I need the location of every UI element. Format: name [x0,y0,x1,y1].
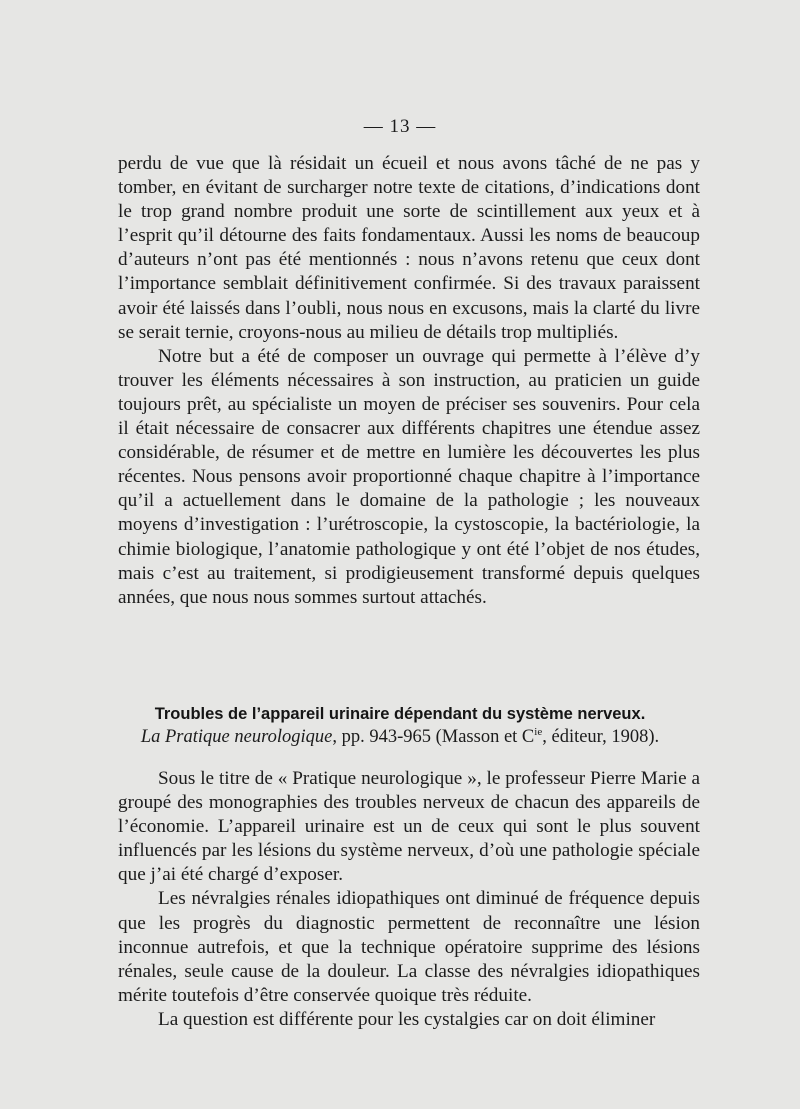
paragraph: perdu de vue que là résidait un écueil et nous avons tâché de ne pas y tomber, en évitant de surcharger notre texte de citations, d’indications dont le trop grand nombre produit une sorte de scintillement aux yeux et à l’esprit qu’il détourne des faits fondamentaux. Aussi les noms de beaucoup d’auteurs n’ont pas été mentionnés : nous n’avons retenu que ceux dont l’importance semblait définitivement confirmée. Si des travaux paraissent avoir été laissés dans l’oubli, nous nous en excusons, mais la clarté du livre se serait ternie, croyons-nous au milieu de détails trop multipliés. [118,153,700,343]
section-2-text [118,767,700,1032]
page-number: — 13 — [363,116,437,137]
section-title: Troubles de l’appareil urinaire dépendant du système nerveux. [154,705,646,723]
paragraph: Sous le titre de « Pratique neurologique », le professeur Pierre Marie a groupé des monographies des troubles nerveux de chacun des appareils de l’économie. L’appareil urinaire est un de ceux qui sont le plus souvent influencés par les lésions du système nerveux, d’où une pathologie spéciale que j’ai été chargé d’exposer. [118,768,700,886]
journal-title: La Pratique neurologique [140,727,333,747]
section-2-heading [0,703,800,749]
section-1-text [118,152,700,610]
paragraph: Les névralgies rénales idiopathiques ont diminué de fréquence depuis que les progrès du diagnostic permettent de reconnaître une lésion inconnue autrefois, et que la technique opératoire supprime des lésions rénales, seule cause de la douleur. La classe des névralgies idiopathiques mérite toutefois d’être conservée quoique très réduite. [118,888,700,1006]
reference-pages: , pp. 943-965 (Masson et C [332,727,535,747]
paragraph: La question est différente pour les cystalgies car on doit éliminer [158,1008,656,1030]
paragraph: Notre but a été de composer un ouvrage qui permette à l’élève d’y trouver les éléments nécessaires à son instruction, au praticien un guide toujours prêt, au spécialiste un moyen de préciser ses souvenirs. Pour cela il était nécessaire de consacrer aux différents chapitres une étendue assez considérable, de résumer et de mettre en lumière les découvertes les plus récentes. Nous pensons avoir proportionné chaque chapitre à l’importance qu’il a actuellement dans le domaine de la pathologie ; les nouveaux moyens d’investigation : l’urétroscopie, la cystoscopie, la bactériologie, la chimie biologique, l’anatomie pathologique y ont été l’objet de nos études, mais c’est au traitement, si prodigieusement transformé depuis quelques années, que nous nous sommes surtout attachés. [118,345,700,608]
bibliographic-reference [0,725,800,749]
reference-publisher: , éditeur, 1908). [542,727,660,747]
reference-superscript: ie [534,725,543,738]
